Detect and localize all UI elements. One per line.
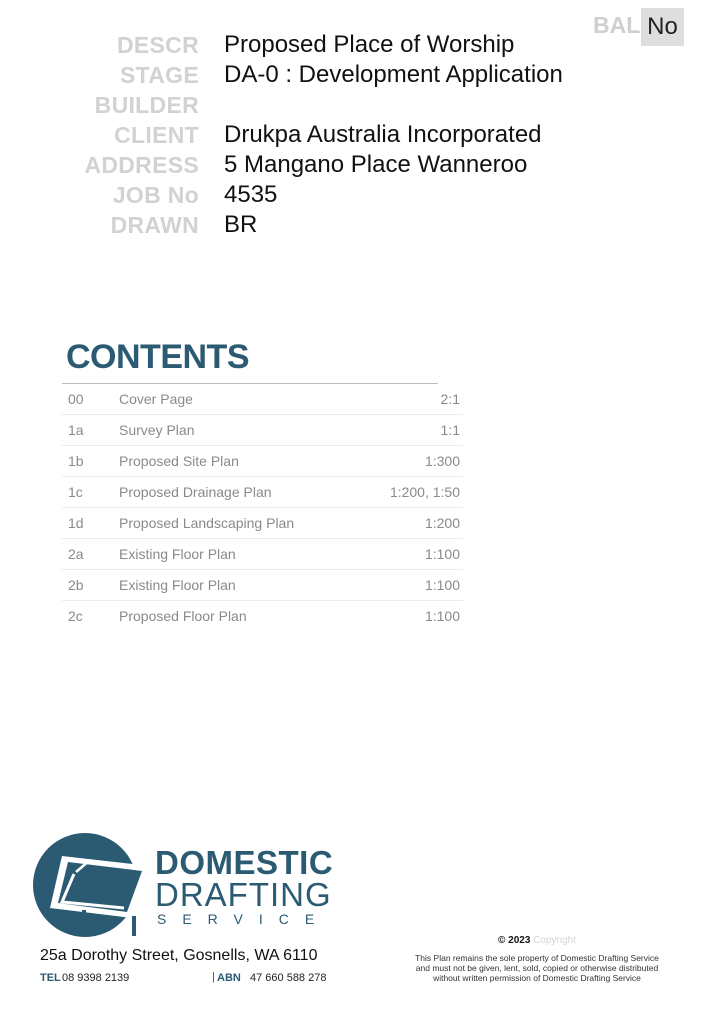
info-label: JOB No	[112, 182, 199, 208]
info-row-builder	[0, 90, 706, 120]
copyright-word: Copyright	[533, 935, 576, 946]
sheet-title: Proposed Drainage Plan	[119, 484, 272, 500]
logo-text-domestic: DOMESTIC	[155, 844, 334, 881]
info-label: DESCR	[116, 32, 199, 58]
info-label: STAGE	[119, 62, 199, 88]
disclaimer	[392, 953, 682, 983]
contents-row	[62, 570, 463, 601]
info-row-drawn	[0, 210, 706, 240]
info-label: DRAWN	[110, 212, 199, 238]
copyright-line	[402, 935, 672, 946]
sheet-scale: 1:100	[424, 608, 460, 624]
info-row-stage	[0, 60, 706, 90]
sheet-title: Proposed Landscaping Plan	[119, 515, 295, 531]
sheet-scale: 2:1	[440, 391, 460, 407]
info-value: Drukpa Australia Incorporated	[224, 121, 542, 148]
disclaimer-line: This Plan remains the sole property of Domestic Drafting Service	[415, 953, 659, 963]
info-row-descr	[0, 30, 706, 60]
sheet-title: Existing Floor Plan	[119, 546, 236, 562]
contents-row	[62, 446, 463, 477]
bal-value: No	[641, 8, 684, 46]
contents-row	[62, 384, 463, 415]
sheet-scale: 1:100	[424, 577, 460, 593]
sheet-number: 2b	[68, 577, 84, 593]
sheet-number: 1a	[68, 422, 84, 438]
sheet-number: 2c	[68, 608, 83, 624]
copyright-year: © 2023	[498, 935, 531, 946]
contents-title: CONTENTS	[66, 338, 249, 376]
tel-label: TEL	[40, 972, 61, 984]
logo-text-service: SERVICE	[157, 911, 331, 927]
company-logo-icon	[32, 832, 152, 945]
sheet-scale: 1:200, 1:50	[389, 484, 460, 500]
info-value: DA-0 : Development Application	[224, 61, 563, 88]
abn-label: ABN	[217, 972, 241, 984]
sheet-scale: 1:100	[424, 546, 460, 562]
sheet-scale: 1:1	[440, 422, 460, 438]
info-label: BUILDER	[94, 92, 199, 118]
sheet-title: Cover Page	[119, 391, 193, 407]
abn-separator: |	[212, 971, 215, 983]
contents-table	[62, 384, 463, 631]
info-row-client	[0, 120, 706, 150]
sheet-number: 2a	[68, 546, 84, 562]
sheet-title: Proposed Floor Plan	[119, 608, 247, 624]
disclaimer-line: without written permission of Domestic Drafting Service	[433, 973, 641, 983]
info-label: CLIENT	[114, 122, 199, 148]
info-row-job-no	[0, 180, 706, 210]
sheet-title: Existing Floor Plan	[119, 577, 236, 593]
info-value: Proposed Place of Worship	[224, 31, 515, 58]
sheet-number: 1c	[68, 484, 83, 500]
info-value: BR	[224, 211, 258, 238]
tel-number: 08 9398 2139	[62, 972, 130, 984]
sheet-title: Survey Plan	[119, 422, 195, 438]
sheet-scale: 1:200	[424, 515, 460, 531]
info-value: 4535	[224, 181, 278, 208]
logo-text-drafting: DRAFTING	[155, 876, 332, 913]
info-label: ADDRESS	[84, 152, 199, 178]
contents-row	[62, 477, 463, 508]
contents-row	[62, 415, 463, 446]
sheet-number: 1d	[68, 515, 84, 531]
info-row-address	[0, 150, 706, 180]
sheet-title: Proposed Site Plan	[119, 453, 239, 469]
sheet-scale: 1:300	[424, 453, 460, 469]
sheet-number: 00	[68, 391, 84, 407]
contents-row	[62, 508, 463, 539]
info-value: 5 Mangano Place Wanneroo	[224, 151, 528, 178]
bal-label: BAL	[593, 12, 641, 38]
disclaimer-line: and must not be given, lent, sold, copied or otherwise distributed	[415, 963, 659, 973]
company-address: 25a Dorothy Street, Gosnells, WA 6110	[40, 947, 318, 964]
contents-row	[62, 539, 463, 570]
contents-row	[62, 601, 463, 631]
sheet-number: 1b	[68, 453, 84, 469]
abn-number: 47 660 588 278	[250, 972, 327, 984]
